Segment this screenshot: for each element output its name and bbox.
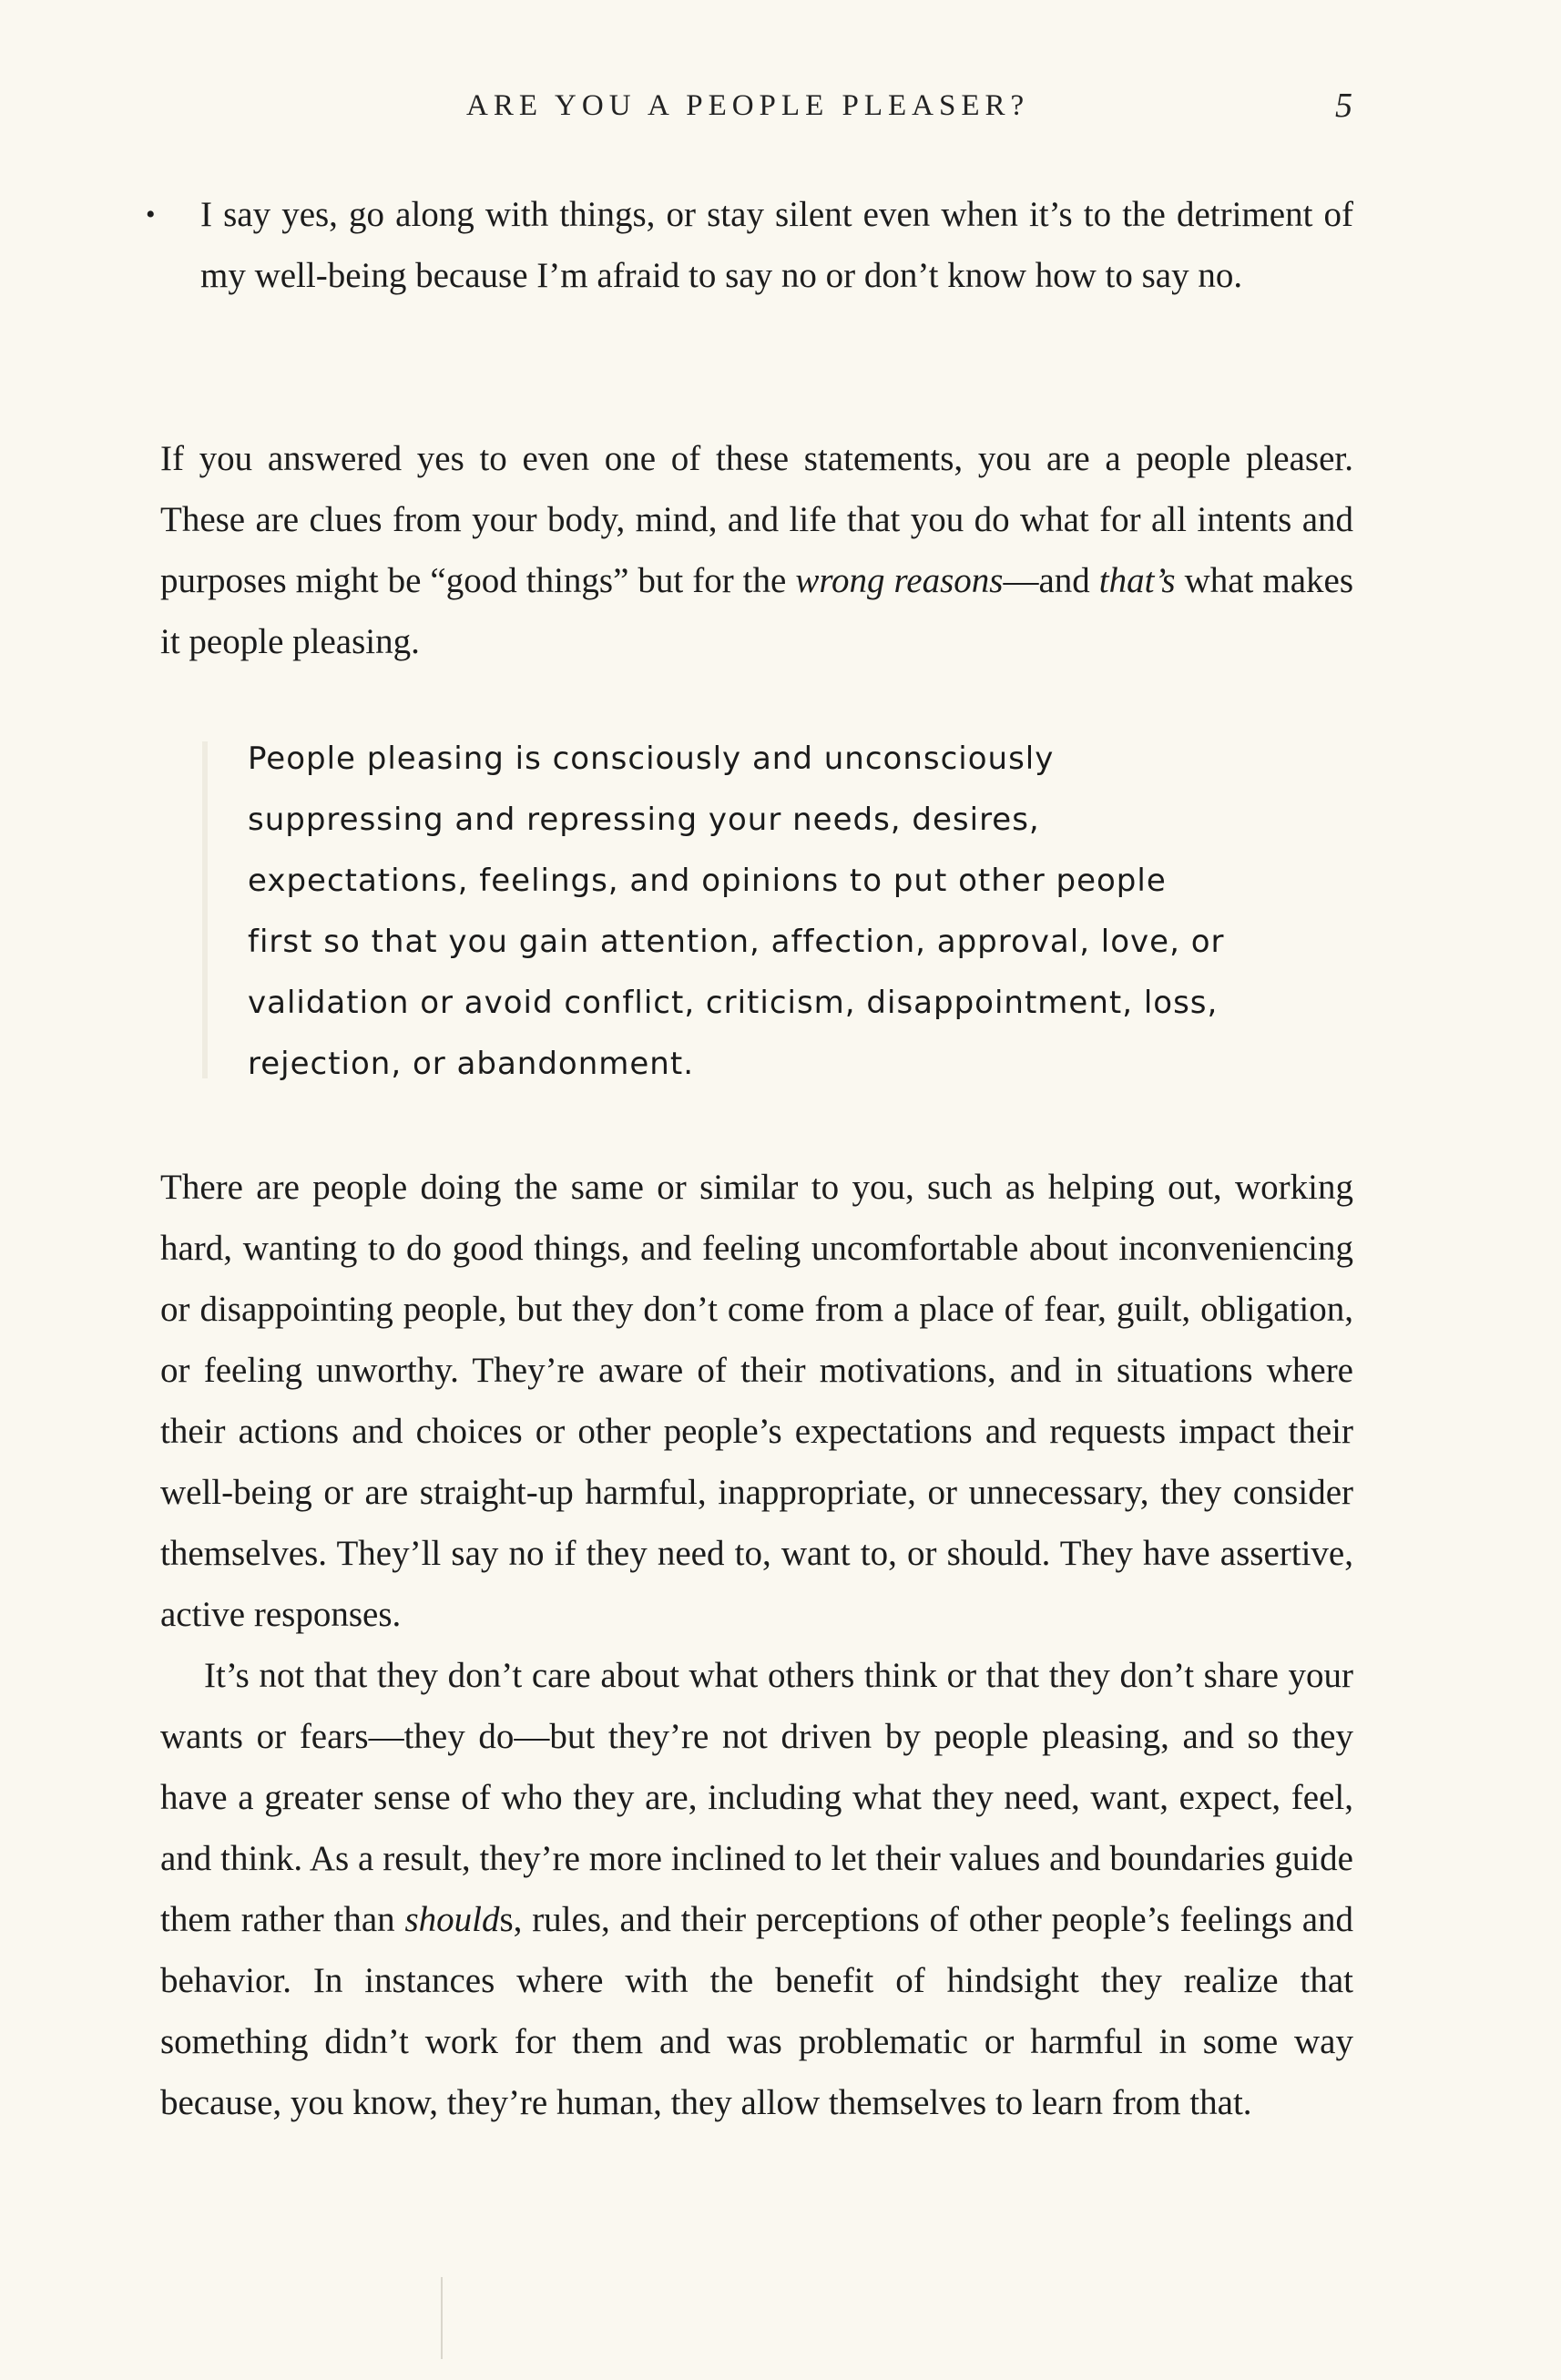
running-header (0, 89, 1561, 144)
bullet-text: I say yes, go along with things, or stay silent even when it’s to the detriment of my well-being because I’m afraid to say no or don’t know how to say no. (200, 195, 1353, 295)
paragraph-1-emphasis-1: wrong reasons (795, 561, 1004, 600)
page-number: 5 (1335, 87, 1352, 125)
paragraph-3-part-1: It’s not that they don’t care about what others think or that they don’t share your wants or fears—they do—but they’re not driven by people pleasing, and so they have a greater sense of who they are, including what they need, want, expect, feel, and think. As a result, they’re more inclined to let their values and boundaries guide them rather than (160, 1656, 1353, 1939)
paragraph-2: There are people doing the same or similar to you, such as helping out, working hard, wanting to do good things, and feeling uncomfortable about inconveniencing or disappointing people, but they don’t come from a place of fear, guilt, obligation, or feeling unworthy. They’re aware of their motivations, and in situations where their actions and choices or other people’s expectations and requests impact their well-being or are straight-up harmful, inappropriate, or unnecessary, they consider themselves. They’ll say no if they need to, want to, or should. They have assertive, active responses. (160, 1168, 1353, 1634)
running-title: ARE YOU A PEOPLE PLEASER? (466, 89, 1030, 122)
paragraph-1-part-1: If you answered yes to even one of these statements, you are a people pleaser. These are clues from your body, mind, and life that you do what for all intents and purposes might be “good things” but for the (160, 439, 1353, 600)
scan-mark (441, 2277, 443, 2359)
paragraph-1-part-3: what makes it people pleasing. (160, 561, 1354, 661)
paragraph-3 (160, 1645, 1353, 2133)
callout-text: People pleasing is consciously and unconsciously suppressing and repressing your needs, desires, expectations, feelings, and opinions to put other people first so that you gain attention, affection, approval, love, or validation or avoid conflict, criticism, disappointment, loss, rejection, or abandonment. (248, 741, 1225, 1082)
bullet-marker: • (146, 199, 156, 230)
paragraph-3-part-2: s, rules, and their perceptions of other people’s feelings and behavior. In instances where with the benefit of hindsight they realize that something didn’t work for them and was problematic or harmful in some way because, you know, they’re human, they allow themselves to learn from that. (160, 1900, 1354, 2122)
paragraph-1-emphasis-2: that’s (1098, 561, 1176, 600)
paragraph-1-part-2: —and (1003, 561, 1099, 600)
paragraph-3-emphasis-1: should (404, 1900, 500, 1939)
paragraph-1 (160, 428, 1353, 672)
callout-rule (202, 741, 208, 1078)
callout-block (202, 729, 1240, 1093)
